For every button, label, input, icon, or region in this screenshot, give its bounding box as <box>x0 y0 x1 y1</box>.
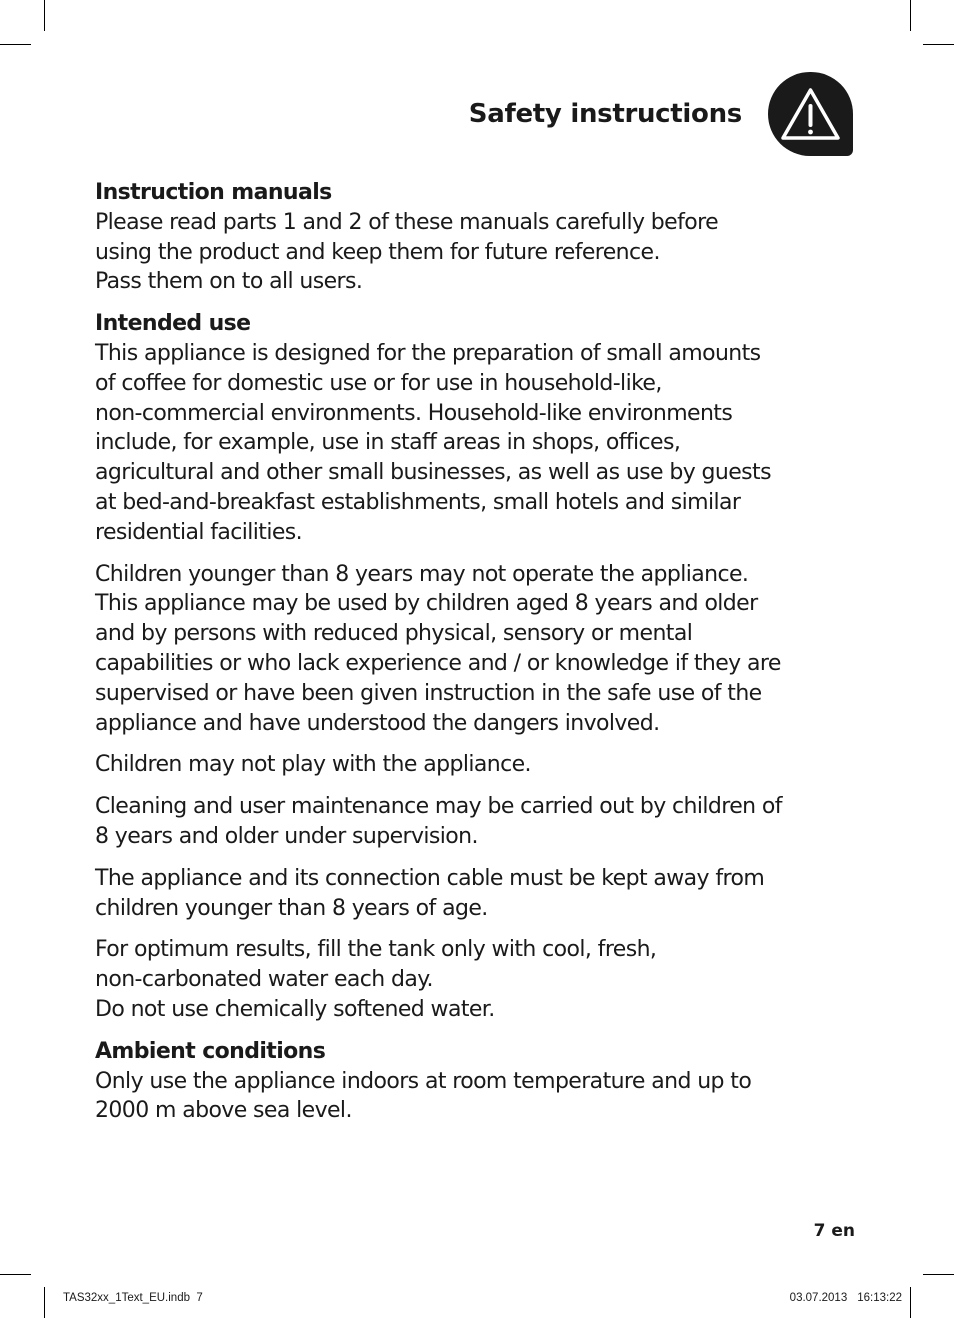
text-line: Pass them on to all users. <box>95 269 363 295</box>
footer-date: 03.07.2013 <box>789 1292 848 1304</box>
text-line: agricultural and other small businesses, as well as use by guests <box>95 460 771 486</box>
section-instruction-manuals <box>95 178 865 297</box>
page-number: 7 en <box>813 1221 855 1241</box>
warning-badge <box>768 72 853 156</box>
crop-mark <box>44 1287 45 1318</box>
text-line: supervised or have been given instruction in the safe use of the <box>95 680 762 706</box>
section-intended-use <box>95 309 865 1025</box>
paragraph <box>95 864 865 924</box>
text-line: Please read parts 1 and 2 of these manuals carefully before <box>95 209 718 235</box>
paragraph <box>95 935 865 1024</box>
crop-mark <box>0 1274 31 1275</box>
footer-time: 16:13:22 <box>857 1292 902 1304</box>
text-line: Cleaning and user maintenance may be carried out by children of <box>95 794 782 820</box>
text-line: children younger than 8 years of age. <box>95 895 488 921</box>
text-line: residential facilities. <box>95 519 303 545</box>
text-line: For optimum results, fill the tank only with cool, fresh, <box>95 937 657 963</box>
crop-mark <box>910 1287 911 1318</box>
crop-mark <box>923 44 954 45</box>
paragraph <box>95 792 865 852</box>
print-footer-timestamp <box>680 1292 902 1304</box>
warning-triangle-icon <box>768 72 853 156</box>
text-line: Do not use chemically softened water. <box>95 996 495 1022</box>
text-line: appliance and have understood the dangers involved. <box>95 710 660 736</box>
text-line: The appliance and its connection cable must be kept away from <box>95 865 765 891</box>
crop-mark <box>0 44 31 45</box>
text-line: 2000 m above sea level. <box>95 1098 352 1124</box>
paragraph <box>95 1067 865 1127</box>
text-line: and by persons with reduced physical, sensory or mental <box>95 621 693 647</box>
section-heading: Instruction manuals <box>95 180 332 205</box>
paragraph <box>95 339 865 548</box>
section-ambient-conditions <box>95 1037 865 1126</box>
text-line: Children younger than 8 years may not operate the appliance. <box>95 561 749 587</box>
text-line: Only use the appliance indoors at room temperature and up to <box>95 1068 752 1094</box>
text-line: This appliance is designed for the preparation of small amounts <box>95 340 761 366</box>
text-line: include, for example, use in staff areas in shops, offices, <box>95 430 681 456</box>
footer-file-name: TAS32xx_1Text_EU.indb <box>63 1292 190 1304</box>
section-heading: Ambient conditions <box>95 1038 326 1064</box>
page-title: Safety instructions <box>468 99 742 129</box>
text-line: non-commercial environments. Household-like environments <box>95 400 733 426</box>
crop-mark <box>44 0 45 31</box>
text-line: This appliance may be used by children aged 8 years and older <box>95 591 758 617</box>
crop-mark <box>923 1274 954 1275</box>
text-line: Children may not play with the appliance. <box>95 752 531 778</box>
paragraph <box>95 560 865 739</box>
text-line: non-carbonated water each day. <box>95 967 433 993</box>
section-heading: Intended use <box>95 311 251 337</box>
document-body <box>95 178 865 1126</box>
crop-mark <box>910 0 911 31</box>
text-line: capabilities or who lack experience and / or knowledge if they are <box>95 650 781 676</box>
paragraph <box>95 208 865 297</box>
text-line: using the product and keep them for future reference. <box>95 239 660 265</box>
paragraph <box>95 750 865 780</box>
text-line: 8 years and older under supervision. <box>95 823 478 849</box>
footer-file-page: 7 <box>196 1292 203 1304</box>
text-line: at bed-and-breakfast establishments, small hotels and similar <box>95 489 741 515</box>
text-line: of coffee for domestic use or for use in household-like, <box>95 370 662 396</box>
print-footer-file <box>63 1292 203 1304</box>
